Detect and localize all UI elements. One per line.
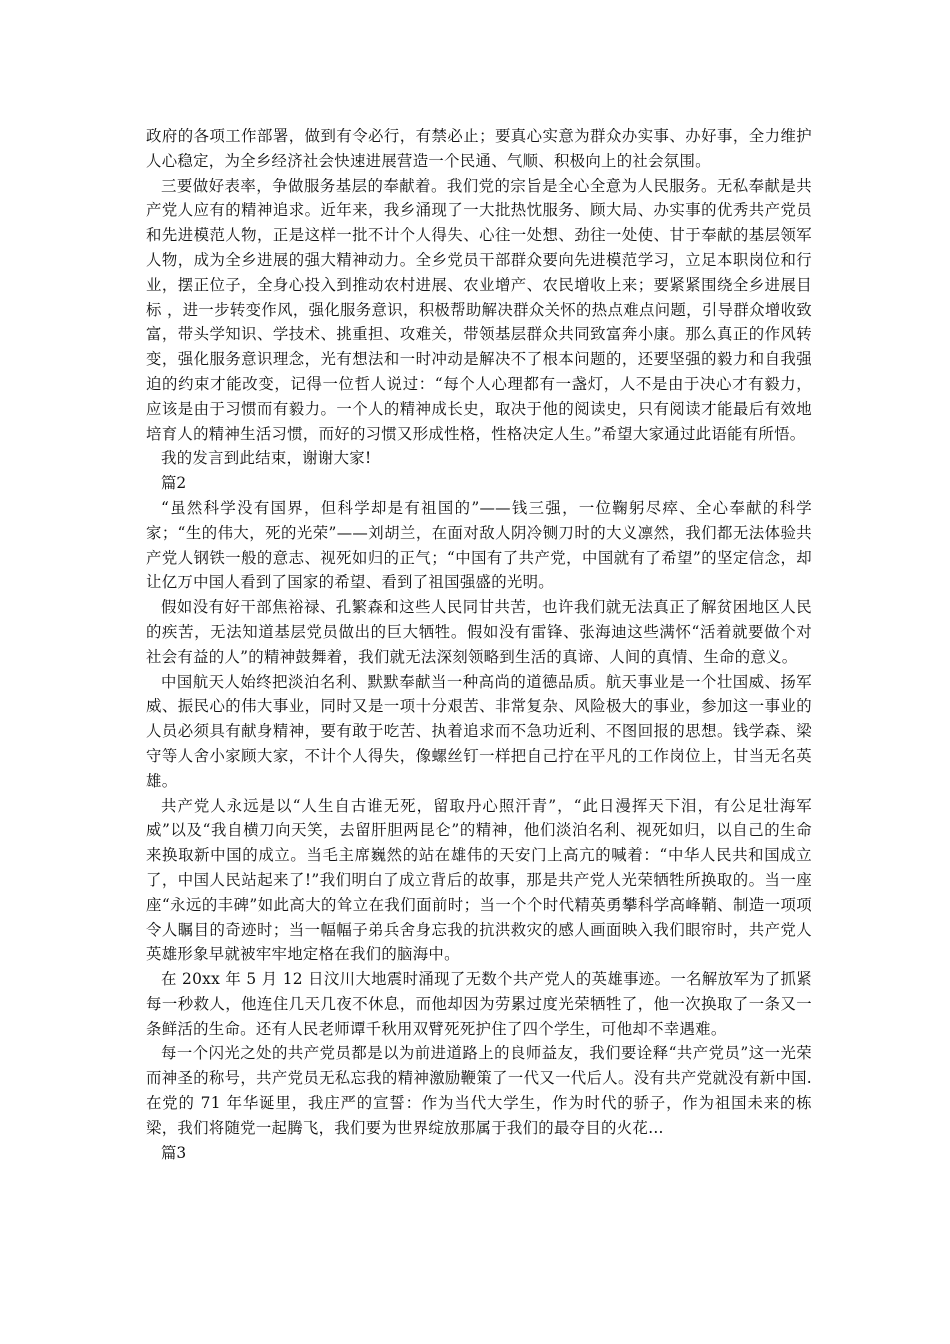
paragraph-pledge: 每一个闪光之处的共产党员都是以为前进道路上的良师益友，我们要诠释“共产党员”这一光荣而神圣的称号，共产党员无私忘我的精神激励鞭策了一代又一代后人。没有共产党就没有新中国.在党的 71 年华诞里，我庄严的宣誓：作为当代大学生，作为时代的骄子，作为祖国未来的栋梁，我们将随党一起腾飞，我们要为世界绽放那属于我们的最夺目的火花… bbox=[146, 1044, 812, 1137]
section-heading-3: 篇3 bbox=[161, 1143, 187, 1162]
paragraph-science: “虽然科学没有国界，但科学却是有祖国的”——钱三强，一位鞠躬尽瘁、全心奉献的科学家；“生的伟大，死的光荣”——刘胡兰，在面对敌人阴冷铡刀时的大义凛然，我们都无法体验共产党人钢铁一般的意志、视死如归的正气；“中国有了共产党，中国就有了希望”的坚定信念，却让亿万中国人看到了国家的希望、看到了祖国强盛的光明。 bbox=[146, 498, 812, 592]
section-heading-2: 篇2 bbox=[161, 474, 187, 493]
paragraph-continued: 政府的各项工作部署，做到有令必行，有禁必止；要真心实意为群众办实事、办好事，全力维护人心稳定，为全乡经济社会快速进展营造一个民通、气顺、积极向上的社会氛围。 bbox=[146, 127, 812, 170]
paragraph-communists: 共产党人永远是以“人生自古谁无死，留取丹心照汗青”，“此日漫挥天下泪，有公足壮海军威”以及“我自横刀向天笑，去留肝胆两昆仑”的精神，他们淡泊名利、视死如归，以自己的生命来换取新中国的成立。当毛主席巍然的站在雄伟的天安门上高亢的喊着：“中华人民共和国成立了，中国人民站起来了!”我们明白了成立背后的故事，那是共产党人光荣牺牲所换取的。当一座座“永远的丰碑”如此高大的耸立在我们面前时；当一个个时代精英勇攀科学高峰鞘、制造一项项令人瞩目的奇迹时；当一幅幅子弟兵舍身忘我的抗洪救灾的感人画面映入我们眼帘时，共产党人英雄形象早就被牢牢地定格在我们的脑海中。 bbox=[146, 796, 812, 964]
paragraph-earthquake: 在 20xx 年 5 月 12 日汶川大地震时涌现了无数个共产党人的英雄事迹。一名解放军为了抓紧每一秒救人，他连住几天几夜不休息，而他却因为劳累过度光荣牺牲了，他一次换取了一条又一条鲜活的生命。还有人民老师谭千秋用双臂死死护住了四个学生，可他却不幸遇难。 bbox=[146, 970, 812, 1038]
paragraph-good-cadres: 假如没有好干部焦裕禄、孔繁森和这些人民同甘共苦，也许我们就无法真正了解贫困地区人民的疾苦，无法知道基层党员做出的巨大牺牲。假如没有雷锋、张海迪这些满怀“活着就要做个对社会有益的人”的精神鼓舞着，我们就无法深刻领略到生活的真谛、人间的真情、生命的意义。 bbox=[146, 598, 812, 666]
paragraph-closing: 我的发言到此结束，谢谢大家! bbox=[161, 449, 372, 468]
document-page bbox=[146, 124, 812, 1165]
paragraph-dedication: 三要做好表率，争做服务基层的奉献着。我们党的宗旨是全心全意为人民服务。无私奉献是共产党人应有的精神追求。近年来，我乡涌现了一大批热忱服务、顾大局、办实事的优秀共产党员和先进模范人物，正是这样一批不计个人得失、心往一处想、劲往一处使、甘于奉献的基层领军人物，成为全乡进展的强大精神动力。全乡党员干部群众要向先进模范学习，立足本职岗位和行业，摆正位子，全身心投入到推动农村进展、农业增产、农民增收上来；要紧紧围绕全乡进展目标 ，进一步转变作风，强化服务意识，积极帮助解决群众关怀的热点难点问题，引导群众增收致富，带头学知识、学技术、挑重担、攻难关，带领基层群众共同致富奔小康。那么真正的作风转变，强化服务意识理念，光有想法和一时冲动是解决不了根本问题的，还要坚强的毅力和自我强迫的约束才能改变，记得一位哲人说过：“每个人心理都有一盏灯，人不是由于决心才有毅力，应该是由于习惯而有毅力。一个人的精神成长史，取决于他的阅读史，只有阅读才能最后有效地培育人的精神生活习惯，而好的习惯又形成性格，性格决定人生。”希望大家通过此语能有所悟。 bbox=[146, 176, 812, 443]
paragraph-aerospace: 中国航天人始终把淡泊名利、默默奉献当一种高尚的道德品质。航天事业是一个壮国威、扬军威、振民心的伟大事业，同时又是一项十分艰苦、非常复杂、风险极大的事业，参加这一事业的人员必须具有献身精神，要有敢于吃苦、执着追求而不急功近利、不图回报的思想。钱学森、梁守等人舍小家顾大家，不计个人得失，像螺丝钉一样把自己拧在平凡的工作岗位上，甘当无名英雄。 bbox=[146, 672, 812, 790]
